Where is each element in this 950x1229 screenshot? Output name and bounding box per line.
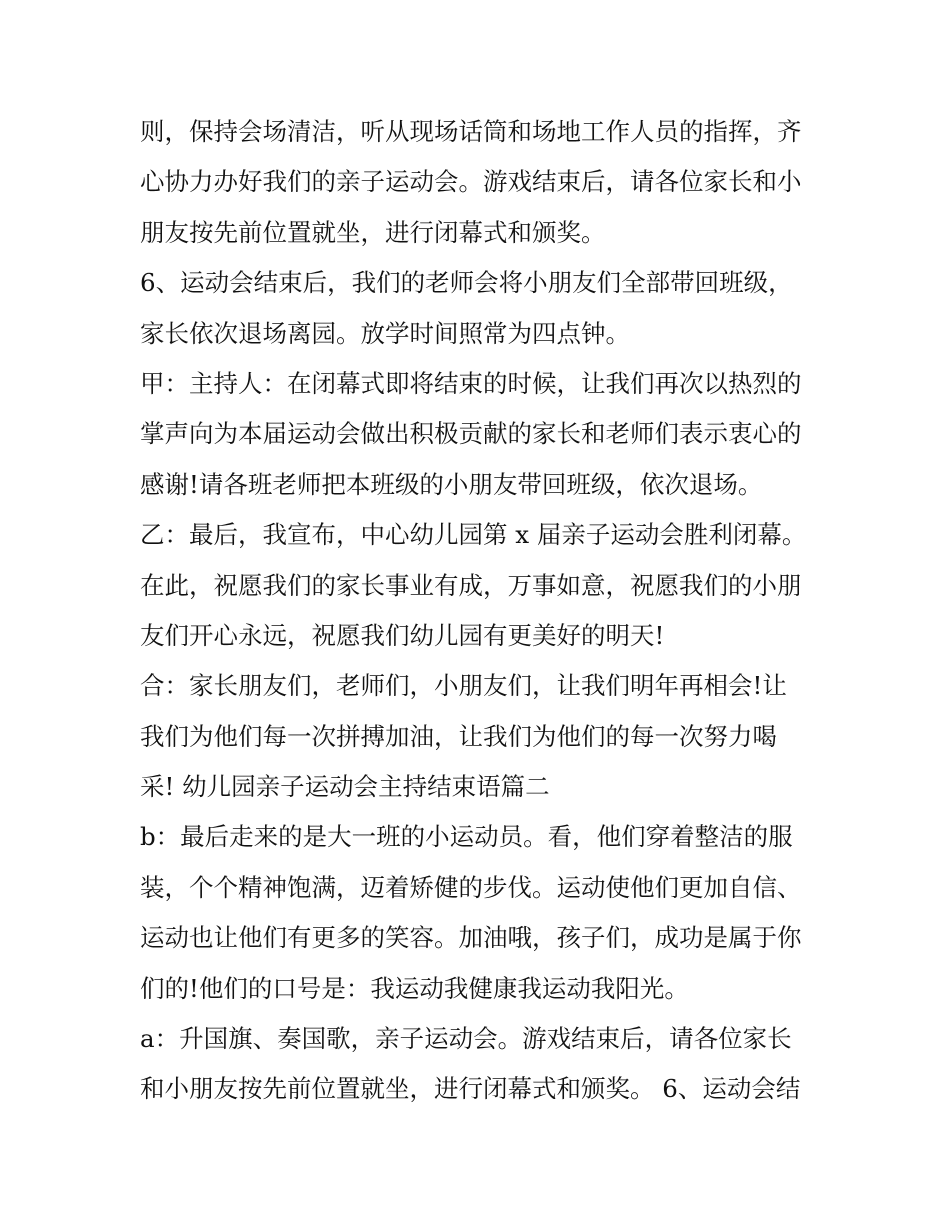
text-line: 和小朋友按先前位置就坐，进行闭幕式和颁奖。 6、运动会结 [140, 1074, 801, 1104]
text-line: 运动也让他们有更多的笑容。加油哦，孩子们，成功是属于你 [140, 923, 802, 953]
text-line: 采! 幼儿园亲子运动会主持结束语篇二 [140, 772, 550, 802]
text-line: b：最后走来的是大一班的小运动员。看，他们穿着整洁的服 [140, 822, 793, 852]
text-line: a：升国旗、奏国歌，亲子运动会。游戏结束后，请各位家长 [140, 1024, 792, 1054]
text-line: 掌声向为本届运动会做出积极贡献的家长和老师们表示衷心的 [140, 419, 802, 449]
document-text-body [140, 107, 820, 1115]
text-line: 心协力办好我们的亲子运动会。游戏结束后，请各位家长和小 [140, 167, 802, 197]
text-line: 装，个个精神饱满，迈着矫健的步伐。运动使他们更加自信、 [140, 872, 802, 902]
text-line: 们的!他们的口号是：我运动我健康我运动我阳光。 [140, 973, 689, 1003]
text-line: 乙：最后，我宣布，中心幼儿园第 x 届亲子运动会胜利闭幕。 [140, 520, 807, 550]
text-line: 在此，祝愿我们的家长事业有成，万事如意，祝愿我们的小朋 [140, 570, 802, 600]
text-line: 感谢!请各班老师把本班级的小朋友带回班级，依次退场。 [140, 469, 763, 499]
text-line: 6、运动会结束后，我们的老师会将小朋友们全部带回班级， [140, 268, 793, 298]
text-line: 我们为他们每一次拼搏加油，让我们为他们的每一次努力喝 [140, 721, 777, 751]
text-line: 友们开心永远，祝愿我们幼儿园有更美好的明天! [140, 620, 665, 650]
text-line: 朋友按先前位置就坐，进行闭幕式和颁奖。 [140, 217, 606, 247]
text-line: 甲：主持人：在闭幕式即将结束的时候，让我们再次以热烈的 [140, 368, 802, 398]
text-line: 合：家长朋友们，老师们，小朋友们，让我们明年再相会!让 [140, 671, 787, 701]
text-line: 则，保持会场清洁，听从现场话筒和场地工作人员的指挥，齐 [140, 117, 802, 146]
text-line: 家长依次退场离园。放学时间照常为四点钟。 [140, 318, 630, 348]
